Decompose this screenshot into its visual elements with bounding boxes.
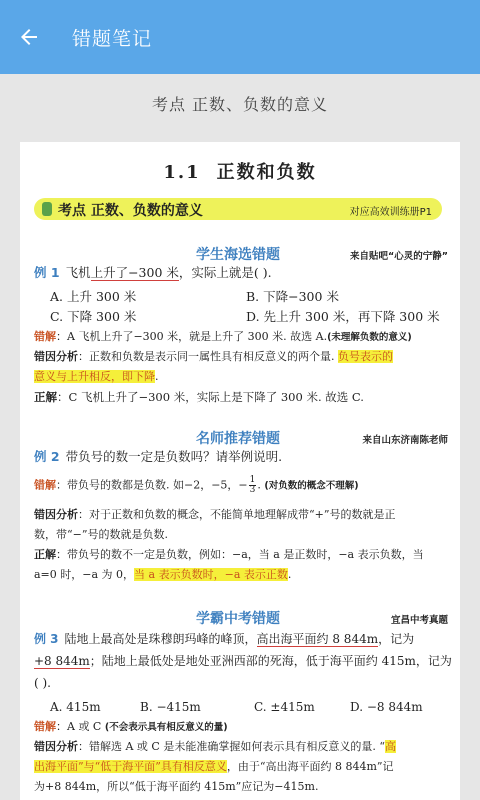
option-d: D. 先上升 300 米，再下降 300 米 — [246, 309, 440, 324]
analysis-highlight: 负号表示的 — [338, 350, 393, 363]
analysis-text: ：正数和负数是表示同一属性具有相反意义的两个量. — [78, 350, 338, 363]
wrong-label: 错解 — [34, 720, 56, 733]
q-text: 陆地上最高处是珠穆朗玛峰的峰顶， — [64, 632, 257, 646]
section-heading — [20, 158, 460, 184]
fraction — [249, 476, 257, 495]
analysis-text: ：错解选 A 或 C 是未能准确掌握如何表示具有相反意义的量. “ — [78, 740, 385, 753]
analysis-text: . — [155, 370, 159, 383]
wrong-label: 错解 — [34, 478, 56, 492]
option-a: A. 上升 300 米 — [50, 289, 137, 304]
wrong-text: ：A 或 C — [56, 720, 102, 733]
correct-answer-2-line1 — [34, 546, 424, 564]
correct-answer-1 — [34, 388, 364, 406]
analysis-label: 错因分析 — [34, 740, 78, 753]
example-3-line1 — [34, 630, 414, 648]
correct-label: 正解 — [34, 548, 56, 561]
topic-subheader: 考点 正数、负数的意义 — [0, 74, 480, 132]
correct-text: ：C 飞机上升了−300 米，实际上是下降了 300 米. 故选 C. — [57, 390, 364, 404]
wrong-text: ：带负号的数都是负数. 如−2，−5，− — [56, 478, 248, 492]
app-title: 错题笔记 — [72, 27, 153, 50]
wrong-answer-1 — [34, 328, 412, 347]
analysis-highlight: 意义与上升相反，即下降 — [34, 370, 155, 383]
analysis-highlight: 高 — [384, 740, 396, 753]
analysis-3-line2 — [34, 758, 394, 776]
key-point-reference: 对应高效训练册P1 — [349, 207, 432, 218]
example-2-label: 例 2 — [34, 449, 60, 464]
correct-text: ：带负号的数不一定是负数，例如：−a，当 a 是正数时，−a 表示负数，当 — [56, 548, 424, 561]
example-1-label: 例 1 — [34, 265, 60, 280]
analysis-label: 错因分析 — [34, 508, 78, 521]
arrow-left-icon — [17, 25, 41, 49]
example-3-label: 例 3 — [34, 632, 59, 646]
q-text: ；陆地上最低处是地处亚洲西部的死海，低于海平面约 415m，记为 — [89, 654, 452, 668]
wrong-text: ：A 飞机上升了−300 米，就是上升了 300 米. 故选 A. — [56, 330, 328, 343]
correct-text: . — [287, 568, 292, 581]
q-text: 带负号的数一定是负数吗？请举例说明. — [65, 449, 283, 464]
option-a: A. 415m — [50, 700, 101, 714]
note-image — [20, 142, 460, 800]
wrong-note: (不会表示具有相反意义的量) — [104, 722, 228, 733]
option-b: B. 下降−300 米 — [246, 289, 339, 304]
analysis-highlight: 出海平面”与“低于海平面”具有相反意义 — [34, 760, 227, 773]
analysis-1-line2 — [34, 368, 159, 386]
correct-highlight: 当 a 表示负数时，−a 表示正数 — [134, 568, 288, 581]
example-3-line2 — [34, 652, 452, 670]
teacher-errors-title: 名师推荐错题 — [196, 431, 280, 447]
analysis-3-line1 — [34, 738, 396, 756]
analysis-text: ：对于正数和负数的概念，不能简单地理解成带“+”号的数就是正 — [78, 508, 396, 521]
wrong-text: . — [257, 478, 261, 492]
section-number: 1.1 — [163, 162, 201, 183]
option-d: D. −8 844m — [350, 700, 423, 714]
example-2-question — [34, 448, 282, 466]
key-point-banner — [34, 198, 442, 220]
q-underline: +8 844m — [34, 654, 90, 668]
wrong-label: 错解 — [34, 330, 56, 343]
wrong-note: (对负数的概念不理解) — [264, 480, 359, 492]
analysis-1-line1 — [34, 348, 393, 366]
correct-answer-2-line2 — [34, 566, 291, 584]
example-3-line3: ( ). — [34, 676, 51, 690]
correct-text: a=0 时，−a 为 0， — [34, 568, 135, 581]
analysis-2-line1 — [34, 506, 395, 524]
analysis-2-line2: 数，带“−”号的数就是负数. — [34, 528, 168, 541]
exam-errors-title: 学霸中考错题 — [196, 611, 280, 627]
back-button[interactable] — [0, 0, 58, 74]
fraction-denominator: 3 — [249, 485, 256, 495]
q-underline: 高出海平面约 8 844m — [256, 632, 379, 646]
q-text: ，记为 — [378, 632, 415, 646]
section-title: 正数和负数 — [216, 162, 317, 183]
app-bar — [0, 0, 480, 74]
option-b: B. −415m — [140, 700, 201, 714]
correct-label: 正解 — [34, 390, 57, 404]
q-text: 飞机 — [65, 265, 91, 280]
wrong-answer-2 — [34, 476, 359, 496]
q-underline: 上升了−300 米 — [90, 265, 179, 280]
option-c: C. ±415m — [254, 700, 315, 714]
student-errors-title: 学生海选错题 — [196, 247, 280, 263]
fraction-numerator: 1 — [249, 475, 256, 485]
student-errors-source: 来自贴吧“心灵的宁静” — [350, 251, 448, 262]
analysis-3-line3: 为+8 844m，所以“低于海平面约 415m”应记为−415m. — [34, 780, 319, 793]
analysis-text: ，由于“高出海平面约 8 844m”记 — [226, 760, 394, 773]
teacher-errors-source: 来自山东济南陈老师 — [362, 435, 448, 446]
exam-errors-source: 宜昌中考真题 — [390, 615, 448, 626]
analysis-label: 错因分析 — [34, 350, 78, 363]
example-1-question — [34, 264, 272, 282]
wrong-note: (未理解负数的意义) — [327, 332, 412, 343]
q-text: ，实际上就是( ). — [178, 265, 272, 280]
option-c: C. 下降 300 米 — [50, 309, 137, 324]
banner-tab — [42, 202, 52, 216]
wrong-answer-3 — [34, 718, 228, 737]
key-point-label: 考点 正数、负数的意义 — [58, 203, 203, 219]
